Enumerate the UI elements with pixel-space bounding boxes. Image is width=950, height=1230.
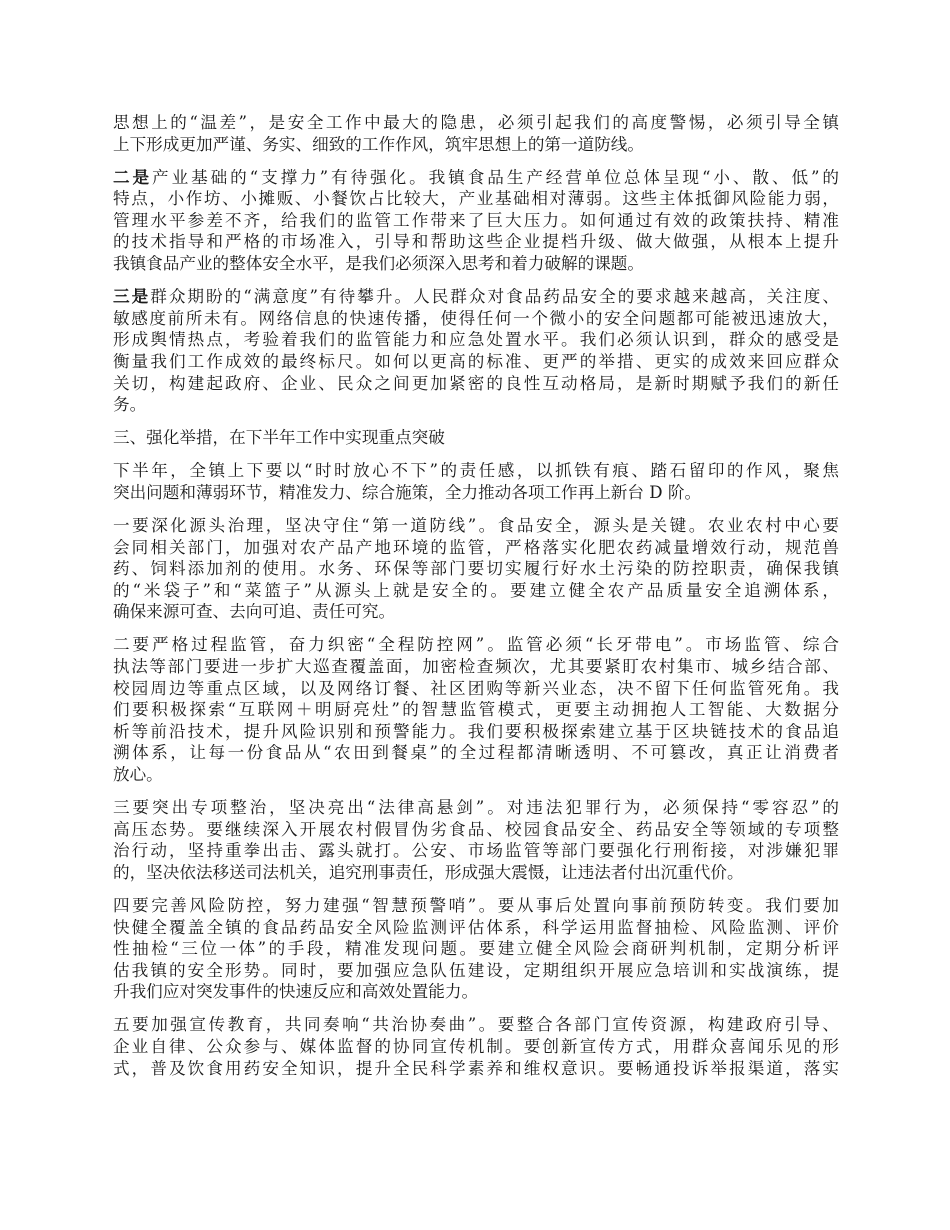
text-line: 会同相关部门，加强对农产品产地环境的监管，严格落实化肥农药减量增效行动，规范兽 [113,537,839,557]
text-line: 管理水平参差不齐，给我们的监管工作带来了巨大压力。如何通过有效的政策扶持、精准 [113,210,839,230]
text-line: 我镇食品产业的整体安全水平，是我们必须深入思考和着力破解的课题。 [113,254,644,274]
text-line [113,167,839,189]
text-line: 五要加强宣传教育，共同奏响“共治协奏曲”。要整合各部门宣传资源，构建政府引导、 [113,1015,839,1035]
text-line: 升我们应对突发事件的快速反应和高效处置能力。 [113,982,479,1002]
text-line: 上下形成更加严谨、务实、细致的工作作风，筑牢思想上的第一道防线。 [113,134,644,154]
text-line: 四要完善风险防控，努力建强“智慧预警哨”。要从事后处置向事前预防转变。我们要加 [113,896,839,915]
text-line: 形成舆情热点，考验着我们的监管能力和应急处置水平。我们必须认识到，群众的感受是 [113,330,839,350]
text-line: 高压态势。要继续深入开展农村假冒伪劣食品、校园食品安全、药品安全等领域的专项整 [113,819,839,839]
line-text: 群众期盼的“满意度”有待攀升。人民群众对食品药品安全的要求越来越高，关注度、 [150,287,840,307]
paragraph-industry-foundation [113,167,839,275]
paragraph-measure-two [113,634,839,785]
text-line: 校园周边等重点区域，以及网络订餐、社区团购等新兴业态，决不留下任何监管死角。我 [113,678,839,698]
text-line: 一要深化源头治理，坚决守住“第一道防线”。食品安全，源头是关键。农业农村中心要 [113,516,839,535]
text-line: 放心。 [113,765,163,785]
paragraph-public-satisfaction [113,286,839,416]
text-line: 的“米袋子”和“菜篮子”从源头上就是安全的。要建立健全农产品质量安全追溯体系， [113,580,839,600]
text-line: 估我镇的安全形势。同时，要加强应急队伍建设，定期组织开展应急培训和实战演练，提 [113,960,839,980]
line-text: 产业基础的“支撑力”有待强化。我镇食品生产经营单位总体呈现“小、散、低”的 [152,167,839,187]
text-line: 执法等部门要进一步扩大巡查覆盖面，加密检查频次，尤其要紧盯农村集市、城乡结合部、 [113,657,839,677]
paragraph-lead: 二是 [113,166,153,187]
text-line: 思想上的“温差”，是安全工作中最大的隐患，必须引起我们的高度警惕，必须引导全镇 [113,113,839,132]
text-line: 确保来源可查、去向可追、责任可究。 [113,602,396,622]
text-line: 企业自律、公众参与、媒体监督的协同宣传机制。要创新宣传方式，用群众喜闻乐见的形 [113,1037,839,1057]
text-line: 特点，小作坊、小摊贩、小餐饮占比较大，产业基础相对薄弱。这些主体抵御风险能力弱， [113,189,839,209]
paragraph-measure-four [113,895,839,1003]
text-line: 药、饲料添加剂的使用。水务、环保等部门要切实履行好水土污染的防控职责，确保我镇 [113,559,839,579]
text-line: 下半年，全镇上下要以“时时放心不下”的责任感，以抓铁有痕、踏石留印的作风，聚焦 [113,461,839,481]
text-line: 二要严格过程监管，奋力织密“全程防控网”。监管必须“长牙带电”。市场监管、综合 [113,635,839,655]
paragraph-temperature-gap [113,112,839,155]
paragraph-lead: 三是 [113,286,151,307]
paragraph-second-half-intro [113,460,839,503]
text-line: 快健全覆盖全镇的食品药品安全风险监测评估体系，科学运用监督抽检、风险监测、评价 [113,917,839,937]
text-line: 衡量我们工作成效的最终标尺。如何以更高的标准、更严的举措、更实的成效来回应群众 [113,351,839,371]
text-line: 的技术指导和严格的市场准入，引导和帮助这些企业提档升级、做大做强，从根本上提升 [113,232,839,252]
text-line: 析等前沿技术，提升风险识别和预警能力。我们要积极探索建立基于区块链技术的食品追 [113,721,839,741]
paragraph-measure-one [113,515,839,623]
text-line: 的，坚决依法移送司法机关，追究刑事责任，形成强大震慑，让违法者付出沉重代价。 [113,862,744,882]
text-line: 关切，构建起政府、企业、民众之间更加紧密的良性互动格局，是新时期赋予我们的新任 [113,373,839,393]
text-line: 式，普及饮食用药安全知识，提升全民科学素养和维权意识。要畅通投诉举报渠道，落实 [113,1058,839,1078]
paragraph-section-three-heading [113,427,839,449]
text-line: 突出问题和薄弱环节，精准发力、综合施策，全力推动各项工作再上新台 D 阶。 [113,482,702,502]
text-line [113,286,839,308]
text-line: 溯体系，让每一份食品从“农田到餐桌”的全过程都清晰透明、不可篡改，真正让消费者 [113,743,839,763]
text-line: 务。 [113,395,147,415]
text-line: 性抽检“三位一体”的手段，精准发现问题。要建立健全风险会商研判机制，定期分析评 [113,939,839,959]
paragraph-measure-five [113,1014,839,1079]
text-line: 敏感度前所未有。网络信息的快速传播，使得任何一个微小的安全问题都可能被迅速放大， [113,308,839,328]
text-line: 三要突出专项整治，坚决亮出“法律高悬剑”。对违法犯罪行为，必须保持“零容忍”的 [113,798,839,818]
text-line: 治行动，坚持重拳出击、露头就打。公安、市场监管等部门要强化行刑衔接，对涉嫌犯罪 [113,841,839,861]
text-line: 们要积极探索“互联网＋明厨亮灶”的智慧监管模式，更要主动拥抱人工智能、大数据分 [113,700,839,720]
text-line: 三、强化举措，在下半年工作中实现重点突破 [113,428,445,448]
document-page [113,112,839,1091]
paragraph-measure-three [113,797,839,883]
